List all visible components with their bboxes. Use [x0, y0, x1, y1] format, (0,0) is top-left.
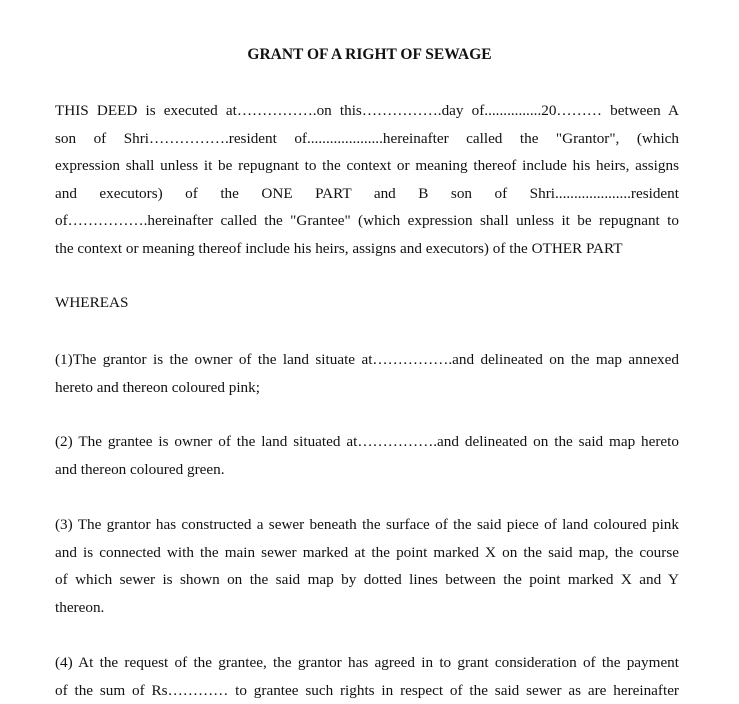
text-line: and is connected with the main sewer marked at the point marked X on the said map, the course: [55, 543, 679, 561]
text-line: (1)The grantor is the owner of the land situate at…………….and delineated on the map annexed: [55, 351, 679, 368]
text-line: the context or meaning thereof include his heirs, assigns and executors) of the OTHER PART: [55, 239, 623, 257]
text-line: of the sum of Rs………… to grantee such rights in respect of the said sewer as are hereinafter: [55, 681, 679, 699]
text-line: (2) The grantee is owner of the land situated at…………….and delineated on the said map hereto: [55, 433, 679, 450]
text-line: THIS DEED is executed at…………….on this…………….day of...............20……… between A: [55, 102, 679, 119]
text-line: expression shall unless it be repugnant to the context or meaning thereof include his heirs, assigns: [55, 157, 679, 175]
text-line: thereon.: [55, 598, 105, 616]
paragraph-recital-2: [55, 428, 679, 483]
paragraph-recital-1: [55, 346, 679, 401]
document-title: GRANT OF A RIGHT OF SEWAGE: [247, 46, 492, 63]
text-line: of which sewer is shown on the said map by dotted lines between the point marked X and Y: [55, 571, 679, 589]
paragraph-recital-3: [55, 511, 679, 621]
text-line: of…………….hereinafter called the "Grantee" (which expression shall unless it be repugnant to: [55, 212, 679, 230]
text-line: and thereon coloured green.: [55, 460, 225, 478]
text-line: WHEREAS: [55, 294, 129, 311]
text-line: and executors) of the ONE PART and B son of Shri....................resident: [55, 184, 679, 202]
text-line: (4) At the request of the grantee, the grantor has agreed in to grant consideration of the payment: [55, 654, 679, 671]
paragraph-parties: [55, 97, 679, 263]
paragraph-recital-4: [55, 649, 679, 704]
text-line: hereto and thereon coloured pink;: [55, 378, 260, 396]
text-line: (3) The grantor has constructed a sewer beneath the surface of the said piece of land coloured pink: [55, 516, 679, 533]
text-line: son of Shri…………….resident of....................hereinafter called the "Grantor", (which: [55, 129, 679, 147]
paragraph-whereas: [55, 289, 679, 317]
